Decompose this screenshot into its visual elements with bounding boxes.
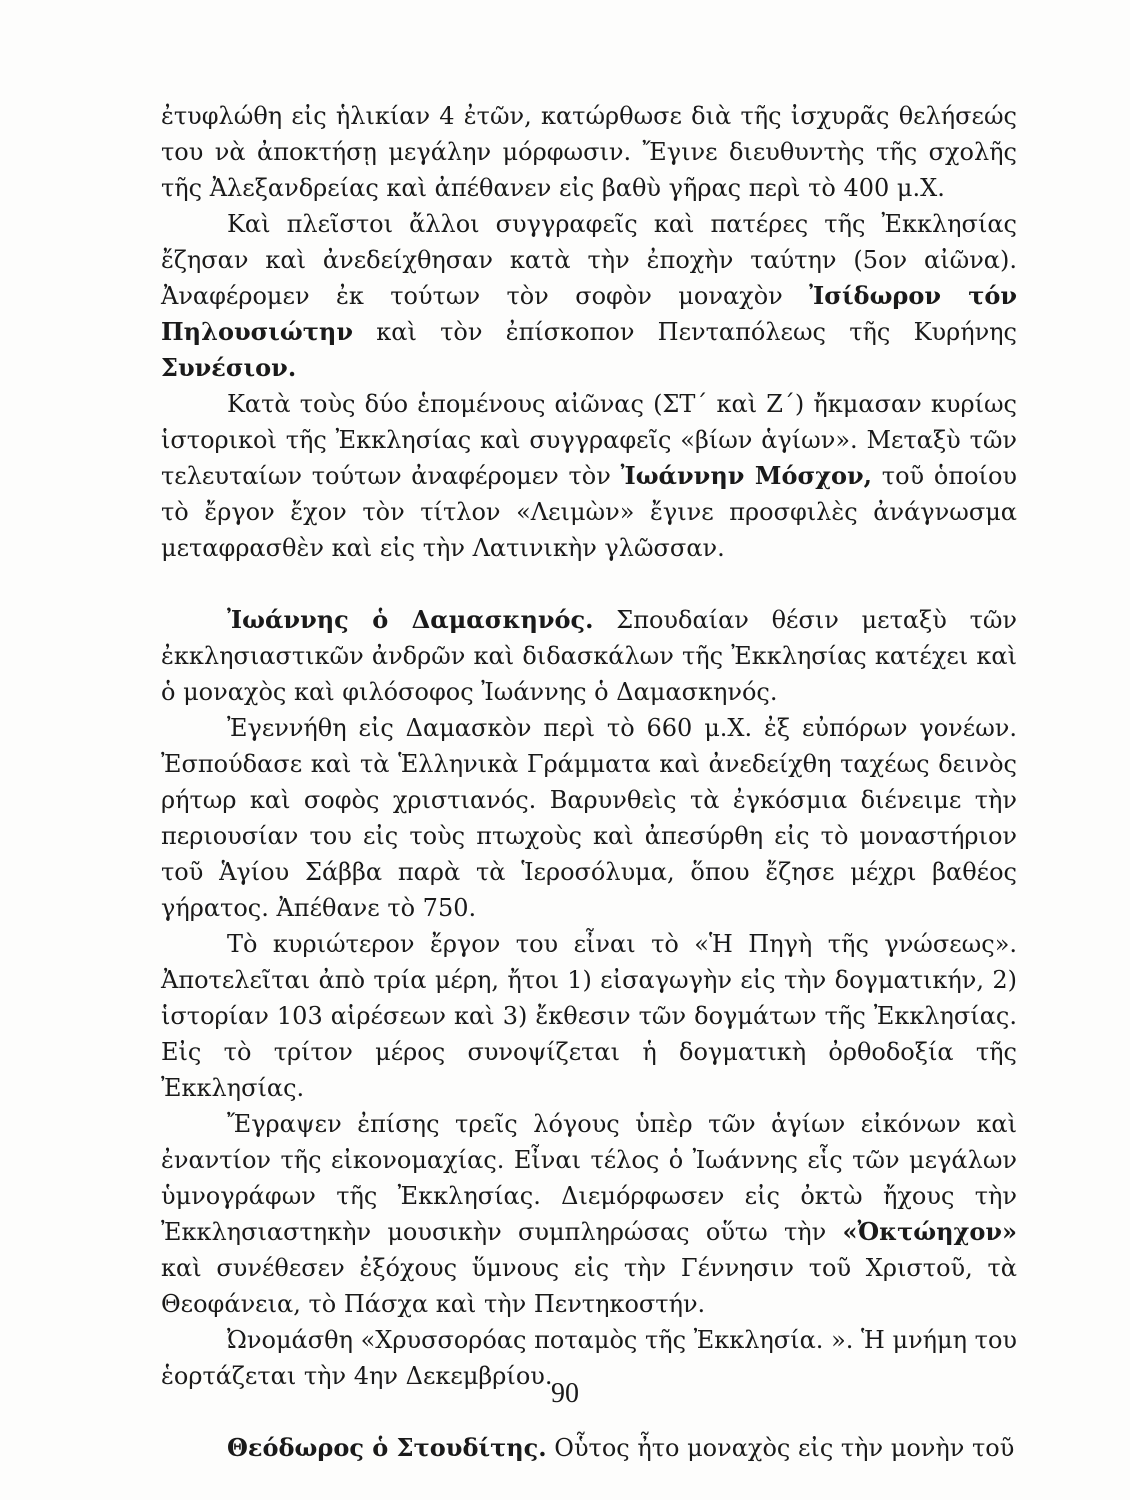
- paragraph-7: [161, 1106, 1017, 1322]
- text-run: τοῦ ὁποίου τὸ ἔργον ἔχον τὸν τίτλον «Λειμὼν» ἔγινε προσφιλὲς ἀνάγνωσμα μεταφρασθὲν καὶ εἰς τὴν Λατινικὴν γλῶσσαν.: [161, 462, 1018, 562]
- text-run: Κατὰ τοὺς δύο ἑπομένους αἰῶνας (ΣΤ΄ καὶ Ζ΄) ἤκμασαν κυρίως ἱστορικοὶ τῆς Ἐκκλησίας καὶ συγγραφεῖς «βίων ἁγίων». Μεταξὺ τῶν τελευταίων τούτων ἀναφέρομεν τὸν: [161, 390, 1017, 490]
- paragraph-4-damaskinos: [161, 602, 1017, 710]
- text-run: καὶ συνέθεσεν ἐξόχους ὕμνους εἰς τὴν Γέννησιν τοῦ Χριστοῦ, τὰ Θεοφάνεια, τὸ Πάσχα καὶ τὴν Πεντηκοστήν.: [161, 1254, 1017, 1318]
- text-run: Οὗτος ἦτο μοναχὸς εἰς τὴν μονὴν τοῦ: [546, 1434, 1015, 1462]
- page-number: 90: [551, 1378, 579, 1409]
- section-heading-damaskinos: Ἰωάννης ὁ Δαμασκηνός.: [227, 605, 594, 634]
- text-run: Καὶ πλεῖστοι ἄλλοι συγγραφεῖς καὶ πατέρες τῆς Ἐκκλησίας ἔζησαν καὶ ἀνεδείχθησαν κατὰ τὴν ἐποχὴν ταύτην (5ον αἰῶνα). Ἀναφέρομεν ἐκ τούτων τὸν σοφὸν μοναχὸν: [161, 210, 1017, 310]
- paragraph-3: [161, 386, 1017, 566]
- bold-name-isidoros: Ἰσίδωρον τόν Πηλουσιώτην: [161, 281, 1017, 346]
- paragraph-2: [161, 206, 1017, 386]
- section-heading-stouditis: Θεόδωρος ὁ Στουδίτης.: [227, 1433, 547, 1462]
- paragraph-1: [161, 98, 1017, 206]
- bold-name-moschos: Ἰωάννην Μόσχον,: [620, 461, 873, 490]
- text-run: Ὠνομάσθη «Χρυσσορόας ποταμὸς τῆς Ἐκκλησία. ». Ἡ μνήμη του ἑορτάζεται τὴν 4ην Δεκεμβρίου.: [161, 1326, 1017, 1390]
- bold-name-synesios: Συνέσιον.: [161, 353, 297, 382]
- text-run: καὶ τὸν ἐπίσκοπον Πενταπόλεως τῆς Κυρήνης: [353, 318, 1017, 346]
- text-run: Ἔγραψεν ἐπίσης τρεῖς λόγους ὑπὲρ τῶν ἁγίων εἰκόνων καὶ ἐναντίον τῆς εἰκονομαχίας. Εἶναι τέλος ὁ Ἰωάννης εἷς τῶν μεγάλων ὑμνογράφων τῆς Ἐκκλησίας. Διεμόρφωσεν εἰς ὀκτὼ ἤχους τὴν Ἐκκλησιαστηκὴν μουσικὴν συμπληρώσας οὕτω τὴν: [161, 1110, 1017, 1246]
- section-gap: [161, 566, 1017, 602]
- paragraph-6: [161, 926, 1017, 1106]
- bold-oktoichos: «Ὀκτώηχον»: [842, 1217, 1017, 1246]
- text-run: Τὸ κυριώτερον ἔργον του εἶναι τὸ «Ἡ Πηγὴ τῆς γνώσεως». Ἀποτελεῖται ἀπὸ τρία μέρη, ἤτοι 1) εἰσαγωγὴν εἰς τὴν δογματικήν, 2) ἱστορίαν 103 αἱρέσεων καὶ 3) ἔκθεσιν τῶν δογμάτων τῆς Ἐκκλησίας. Εἰς τὸ τρίτον μέρος συνοψίζεται ἡ δογματικὴ ὀρθοδοξία τῆς Ἐκκλησίας.: [161, 930, 1017, 1102]
- text-run: Σπουδαίαν θέσιν μεταξὺ τῶν ἐκκλησιαστικῶν ἀνδρῶν καὶ διδασκάλων τῆς Ἐκκλησίας κατέχει καὶ ὁ μοναχὸς καὶ φιλόσοφος Ἰωάννης ὁ Δαμασκηνός.: [161, 606, 1017, 706]
- paragraph-9-stouditis: [161, 1430, 1017, 1466]
- text-run: ἐτυφλώθη εἰς ἡλικίαν 4 ἐτῶν, κατώρθωσε διὰ τῆς ἰσχυρᾶς θελήσεώς του νὰ ἀποκτήσῃ μεγάλην μόρφωσιν. Ἔγινε διευθυντὴς τῆς σχολῆς τῆς Ἀλεξανδρείας καὶ ἀπέθανεν εἰς βαθὺ γῆρας περὶ τὸ 400 μ.Χ.: [161, 102, 1017, 202]
- text-run: Ἐγεννήθη εἰς Δαμασκὸν περὶ τὸ 660 μ.Χ. ἐξ εὐπόρων γονέων. Ἐσπούδασε καὶ τὰ Ἑλληνικὰ Γράμματα καὶ ἀνεδείχθη ταχέως δεινὸς ρήτωρ καὶ σοφὸς χριστιανός. Βαρυνθεὶς τὰ ἐγκόσμια διένειμε τὴν περιουσίαν του εἰς τοὺς πτωχοὺς καὶ ἀπεσύρθη εἰς τὸ μοναστήριον τοῦ Ἁγίου Σάββα παρὰ τὰ Ἱεροσόλυμα, ὅπου ἔζησε μέχρι βαθέος γήρατος. Ἀπέθανε τὸ 750.: [161, 714, 1017, 922]
- body-text: [161, 98, 1017, 1466]
- paragraph-5: [161, 710, 1017, 926]
